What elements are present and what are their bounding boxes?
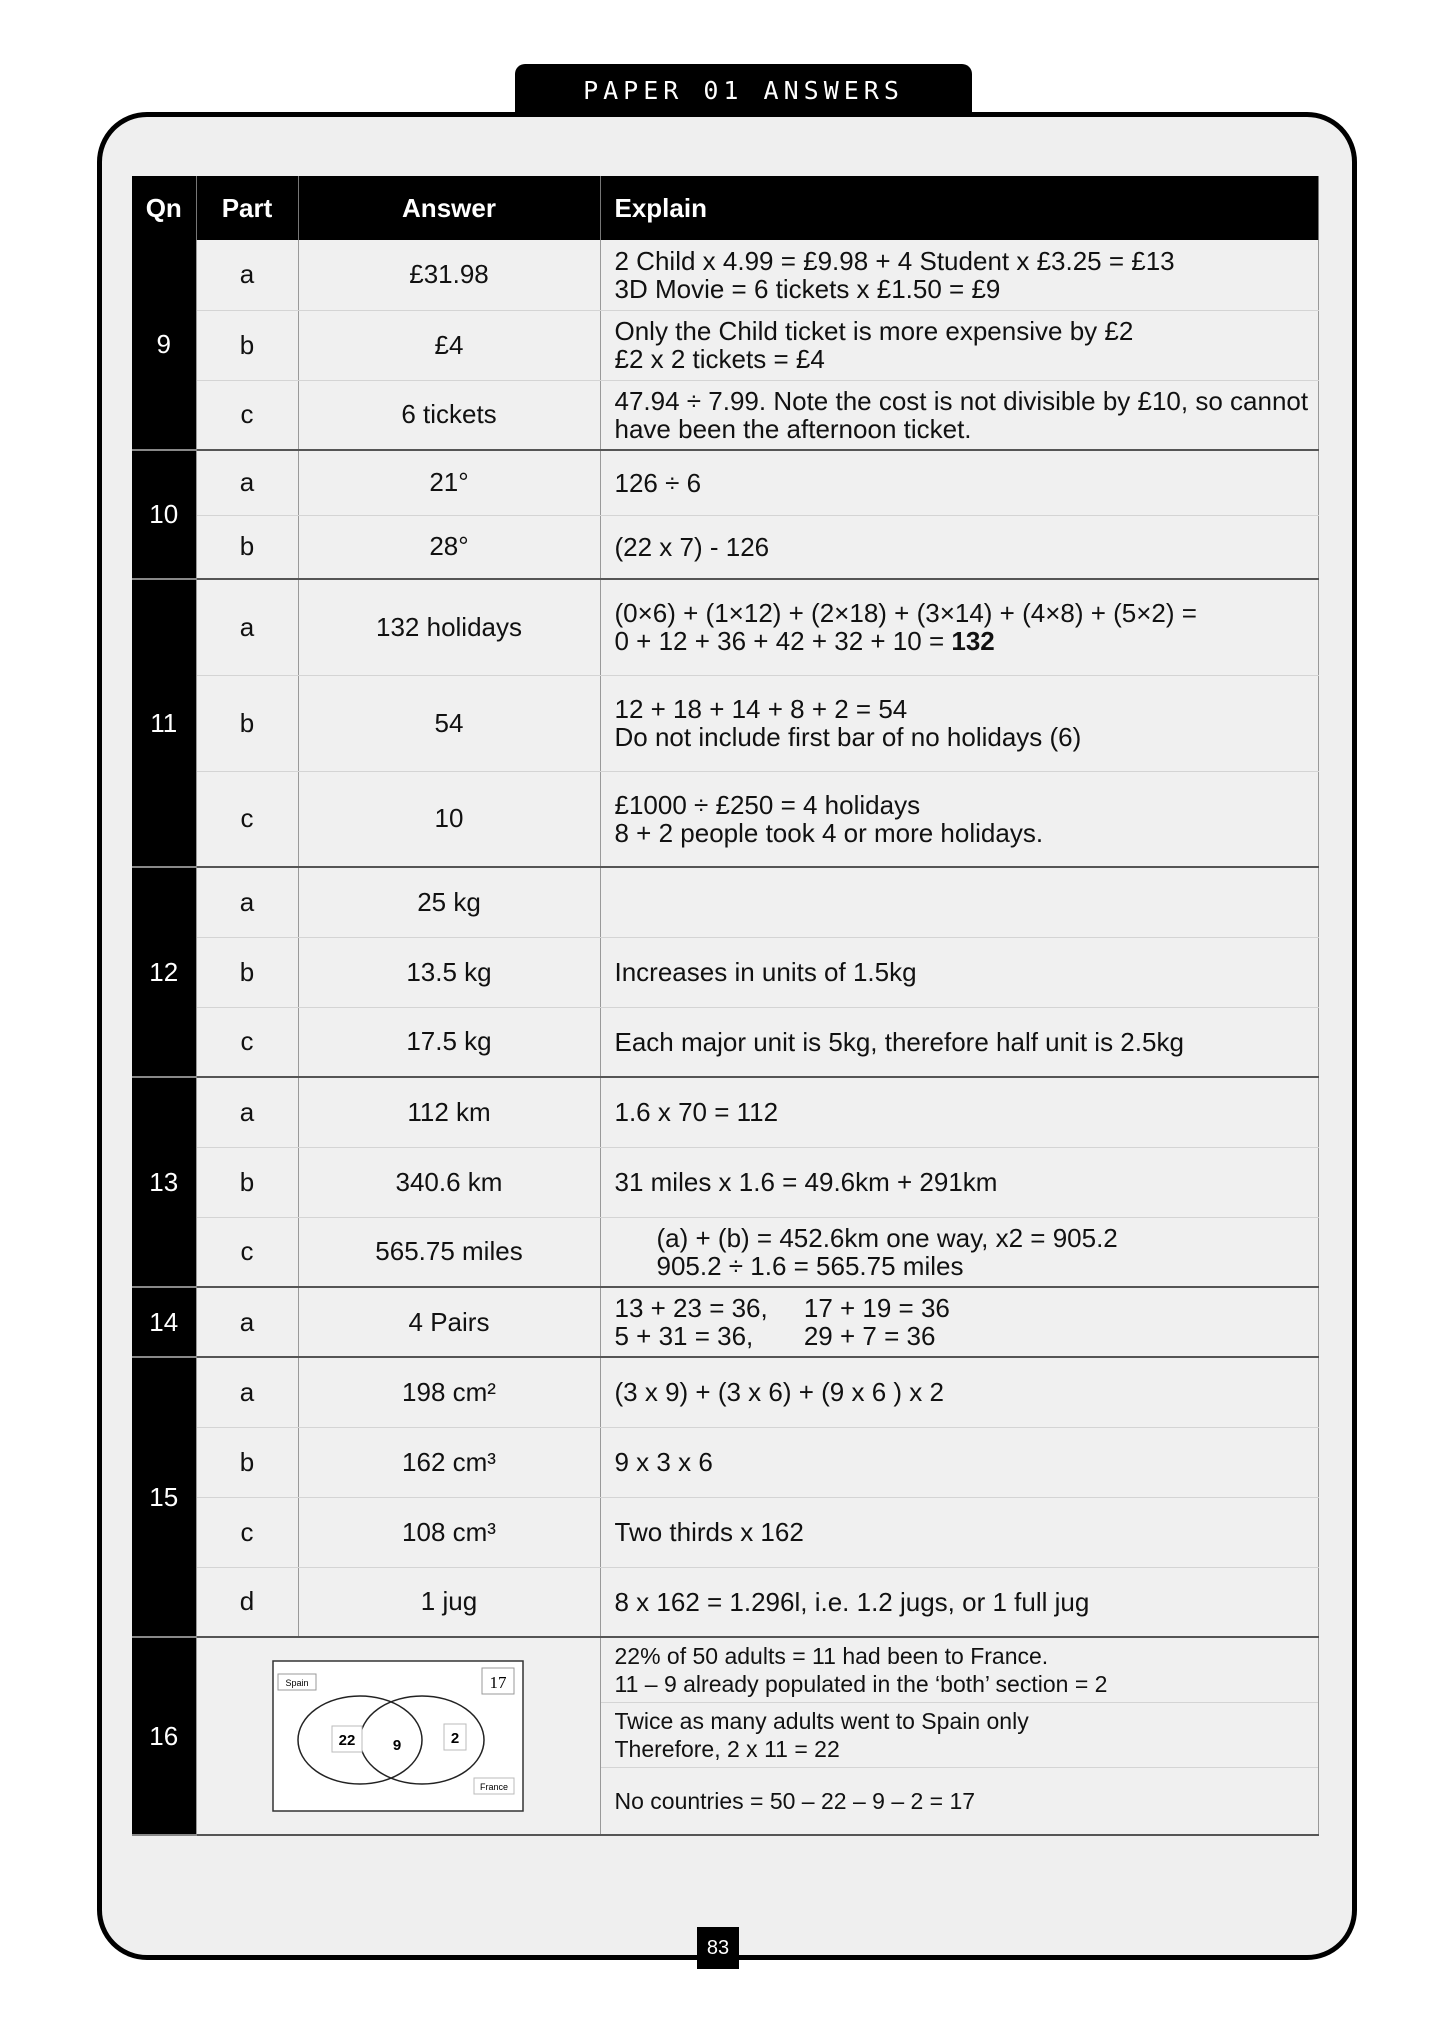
explain-line: Do not include first bar of no holidays (6)	[614, 722, 1082, 752]
explain-block	[601, 1703, 1318, 1768]
answer-cell: 28°	[298, 515, 600, 579]
explain-line: Therefore, 2 x 11 = 22	[614, 1736, 840, 1762]
explain-cell	[600, 1217, 1318, 1287]
table-row	[132, 450, 1318, 515]
table-row	[132, 579, 1318, 675]
venn-diagram	[272, 1660, 524, 1812]
explain-line: No countries = 50 – 22 – 9 – 2 = 17	[614, 1788, 976, 1814]
table-row	[132, 867, 1318, 937]
explain-block	[601, 1768, 1318, 1834]
answer-cell: 162 cm³	[298, 1427, 600, 1497]
table-header-row	[132, 176, 1318, 240]
column-header-qn: Qn	[132, 176, 196, 240]
page-number: 83	[697, 1927, 739, 1969]
question-number: 10	[132, 450, 196, 579]
explain-cell: 126 ÷ 6	[600, 450, 1318, 515]
table-row	[132, 1357, 1318, 1427]
explain-line: have been the afternoon ticket.	[614, 413, 972, 444]
table-row	[132, 771, 1318, 867]
venn-diagram-cell	[196, 1637, 600, 1835]
explain-line: Only the Child ticket is more expensive by £2	[614, 316, 1134, 346]
explain-text: 0 + 12 + 36 + 42 + 32 + 10 =	[614, 626, 952, 657]
explain-cell	[600, 1287, 1318, 1357]
table-row	[132, 1427, 1318, 1497]
explain-line: 905.2 ÷ 1.6 = 565.75 miles	[656, 1250, 964, 1281]
part-label: b	[196, 310, 298, 380]
table-row	[132, 1567, 1318, 1637]
part-label: a	[196, 450, 298, 515]
question-number: 16	[132, 1637, 196, 1835]
table-row	[132, 1287, 1318, 1357]
part-label: a	[196, 1287, 298, 1357]
answer-cell: £31.98	[298, 240, 600, 310]
answer-cell: 132 holidays	[298, 579, 600, 675]
explain-line: 8 + 2 people took 4 or more holidays.	[614, 817, 1044, 848]
part-label: b	[196, 515, 298, 579]
explain-cell: 31 miles x 1.6 = 49.6km + 291km	[600, 1147, 1318, 1217]
table-row	[132, 515, 1318, 579]
table-row	[132, 1497, 1318, 1567]
explain-cell: Increases in units of 1.5kg	[600, 937, 1318, 1007]
answer-cell: 17.5 kg	[298, 1007, 600, 1077]
column-header-part: Part	[196, 176, 298, 240]
part-label: c	[196, 380, 298, 450]
explain-line	[615, 627, 1310, 655]
column-header-explain: Explain	[600, 176, 1318, 240]
part-label: c	[196, 1497, 298, 1567]
explain-cell: (22 x 7) - 126	[600, 515, 1318, 579]
question-number: 12	[132, 867, 196, 1077]
answer-cell: 6 tickets	[298, 380, 600, 450]
answer-cell: 25 kg	[298, 867, 600, 937]
explain-line: (0×6) + (1×12) + (2×18) + (3×14) + (4×8) + (5×2) =	[614, 598, 1197, 629]
part-label: a	[196, 1077, 298, 1147]
column-header-answer: Answer	[298, 176, 600, 240]
answer-cell: 340.6 km	[298, 1147, 600, 1217]
answers-table	[132, 176, 1319, 1836]
explain-line: £1000 ÷ £250 = 4 holidays	[614, 789, 921, 820]
question-number: 11	[132, 579, 196, 867]
france-label: France	[479, 1782, 509, 1792]
question-number: 9	[132, 240, 196, 450]
part-label: b	[196, 1427, 298, 1497]
explain-cell	[600, 380, 1318, 450]
france-only-value: 2	[450, 1730, 460, 1747]
explain-cell	[600, 240, 1318, 310]
table-row	[132, 1147, 1318, 1217]
explain-cell: (3 x 9) + (3 x 6) + (9 x 6 ) x 2	[600, 1357, 1318, 1427]
explain-cell	[600, 675, 1318, 771]
table-row	[132, 937, 1318, 1007]
explain-cell: 9 x 3 x 6	[600, 1427, 1318, 1497]
explain-line: 22% of 50 adults = 11 had been to France.	[614, 1643, 1049, 1669]
answer-cell: 13.5 kg	[298, 937, 600, 1007]
part-label: c	[196, 1217, 298, 1287]
answer-cell: 565.75 miles	[298, 1217, 600, 1287]
explain-line: 2 Child x 4.99 = £9.98 + 4 Student x £3.25 = £13	[614, 245, 1175, 276]
explain-line: 11 – 9 already populated in the ‘both’ section = 2	[614, 1671, 1108, 1697]
answer-cell: 10	[298, 771, 600, 867]
explain-block	[601, 1638, 1318, 1703]
explain-cell	[600, 310, 1318, 380]
spain-only-value: 22	[338, 1732, 356, 1749]
question-number: 15	[132, 1357, 196, 1637]
table-row	[132, 240, 1318, 310]
explain-line: 47.94 ÷ 7.99. Note the cost is not divisible by £10, so cannot	[614, 385, 1309, 416]
part-label: c	[196, 1007, 298, 1077]
explain-line: 3D Movie = 6 tickets x £1.50 = £9	[614, 273, 1001, 304]
part-label: a	[196, 240, 298, 310]
explain-line: £2 x 2 tickets = £4	[614, 344, 825, 374]
explain-line: 12 + 18 + 14 + 8 + 2 = 54	[614, 694, 908, 724]
answer-cell: 21°	[298, 450, 600, 515]
table-row	[132, 1217, 1318, 1287]
explain-cell	[600, 579, 1318, 675]
question-number: 14	[132, 1287, 196, 1357]
part-label: b	[196, 675, 298, 771]
part-label: c	[196, 771, 298, 867]
part-label: d	[196, 1567, 298, 1637]
table-row	[132, 675, 1318, 771]
neither-value: 17	[489, 1673, 507, 1692]
answer-cell: 112 km	[298, 1077, 600, 1147]
explain-cell: 8 x 162 = 1.296l, i.e. 1.2 jugs, or 1 full jug	[600, 1567, 1318, 1637]
table-row	[132, 1007, 1318, 1077]
explain-bold-total: 132	[951, 626, 995, 657]
explain-line: Twice as many adults went to Spain only	[614, 1708, 1029, 1734]
table-row	[132, 380, 1318, 450]
explain-line: (a) + (b) = 452.6km one way, x2 = 905.2	[656, 1222, 1118, 1253]
part-label: b	[196, 1147, 298, 1217]
both-value: 9	[392, 1737, 402, 1754]
explain-cell	[600, 1637, 1318, 1835]
page-title-tab: PAPER 01 ANSWERS	[515, 64, 972, 116]
part-label: a	[196, 1357, 298, 1427]
explain-cell: Each major unit is 5kg, therefore half unit is 2.5kg	[600, 1007, 1318, 1077]
answer-cell: 198 cm²	[298, 1357, 600, 1427]
explain-line: 13 + 23 = 36, 17 + 19 = 36	[614, 1293, 950, 1323]
part-label: a	[196, 579, 298, 675]
table-row	[132, 1077, 1318, 1147]
spain-label: Spain	[285, 1678, 309, 1688]
part-label: b	[196, 937, 298, 1007]
answer-cell: 1 jug	[298, 1567, 600, 1637]
question-number: 13	[132, 1077, 196, 1287]
explain-cell: 1.6 x 70 = 112	[600, 1077, 1318, 1147]
explain-line: 5 + 31 = 36, 29 + 7 = 36	[614, 1321, 936, 1351]
explain-cell	[600, 771, 1318, 867]
answer-cell: 108 cm³	[298, 1497, 600, 1567]
explain-cell: Two thirds x 162	[600, 1497, 1318, 1567]
table-row	[132, 310, 1318, 380]
explain-cell	[600, 867, 1318, 937]
table-row	[132, 1637, 1318, 1835]
answer-cell: £4	[298, 310, 600, 380]
answer-cell: 4 Pairs	[298, 1287, 600, 1357]
answer-cell: 54	[298, 675, 600, 771]
part-label: a	[196, 867, 298, 937]
